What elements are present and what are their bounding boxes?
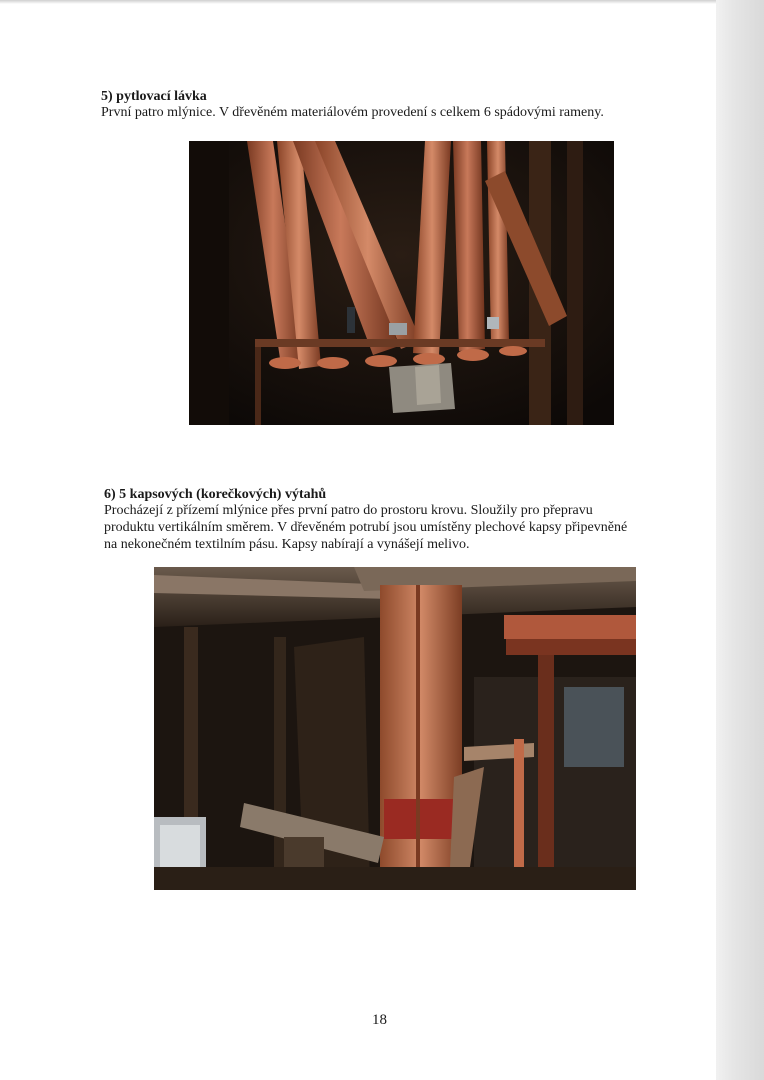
scan-right-edge bbox=[716, 0, 764, 1080]
section-5-heading: 5) pytlovací lávka bbox=[101, 89, 207, 104]
section-6-line-1: Procházejí z přízemí mlýnice přes první patro do prostoru krovu. Sloužily pro přepravu bbox=[104, 503, 593, 518]
section-5-text: První patro mlýnice. V dřevěném materiálovém provedení s celkem 6 spádovými rameny. bbox=[101, 105, 604, 120]
photo-bucket-elevators bbox=[154, 567, 636, 890]
section-6-line-2: produktu vertikálním směrem. V dřevěném potrubí jsou umístěny plechové kapsy připevněné bbox=[104, 520, 628, 535]
photo-bolting-platform bbox=[189, 141, 614, 425]
page-number: 18 bbox=[372, 1012, 387, 1028]
section-6-heading: 6) 5 kapsových (korečkových) výtahů bbox=[104, 487, 327, 502]
section-6-line-3: na nekonečném textilním pásu. Kapsy nabírají a vynášejí melivo. bbox=[104, 537, 470, 552]
scan-top-edge bbox=[0, 0, 716, 4]
